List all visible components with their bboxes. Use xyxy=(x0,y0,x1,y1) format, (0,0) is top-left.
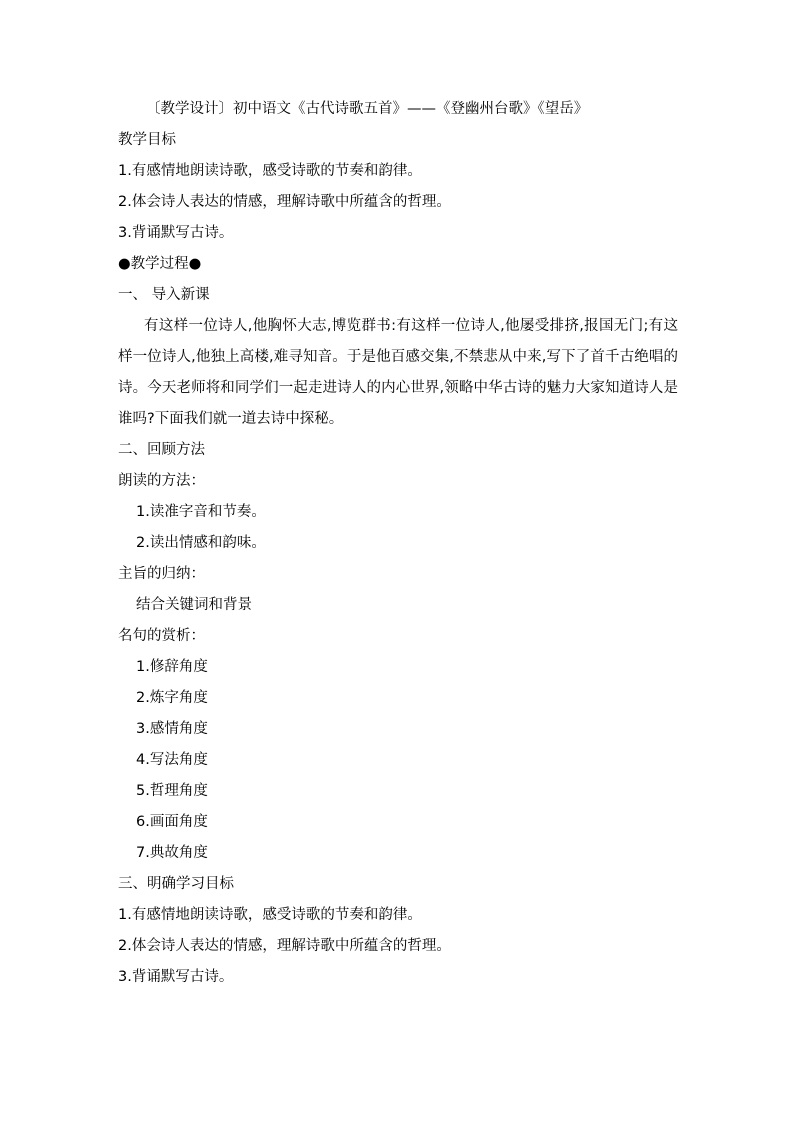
appreciation-item: 2.炼字角度 xyxy=(136,690,208,706)
reading-heading: 朗读的方法： xyxy=(118,473,205,489)
section1-heading: 一、 导入新课 xyxy=(118,287,210,303)
goals-heading: 教学目标 xyxy=(118,132,176,148)
reading-item: 1.读准字音和节奏。 xyxy=(136,504,266,520)
goal-item: 1.有感情地朗读诗歌，感受诗歌的节奏和韵律。 xyxy=(118,163,422,179)
section1-paragraph: 有这样一位诗人,他胸怀大志,博览群书:有这样一位诗人,他屡受排挤,报国无门;有这样一位诗人,他独上高楼,难寻知音。于是他百感交集,不禁悲从中来,写下了首千古绝唱的诗。今天老师将和同学们一起走进诗人的内心世界,领略中华古诗的魅力大家知道诗人是谁吗?下面我们就一道去诗中探秘。 xyxy=(118,318,678,427)
reading-item: 2.读出情感和韵味。 xyxy=(136,535,266,551)
section3-item: 2.体会诗人表达的情感，理解诗歌中所蕴含的哲理。 xyxy=(118,938,451,954)
goal-item: 3.背诵默写古诗。 xyxy=(118,225,234,241)
goal-item: 2.体会诗人表达的情感，理解诗歌中所蕴含的哲理。 xyxy=(118,194,451,210)
appreciation-item: 3.感情角度 xyxy=(136,721,208,737)
process-heading: ●教学过程● xyxy=(118,256,202,272)
theme-item: 结合关键词和背景 xyxy=(136,597,252,613)
section3-item: 1.有感情地朗读诗歌，感受诗歌的节奏和韵律。 xyxy=(118,907,422,923)
appreciation-item: 1.修辞角度 xyxy=(136,659,208,675)
theme-heading: 主旨的归纳： xyxy=(118,566,205,582)
section3-item: 3.背诵默写古诗。 xyxy=(118,969,234,985)
document-page xyxy=(118,94,678,993)
document-title: 〔教学设计〕初中语文《古代诗歌五首》——《登幽州台歌》《望岳》 xyxy=(146,101,589,117)
appreciation-item: 6.画面角度 xyxy=(136,814,208,830)
appreciation-item: 4.写法角度 xyxy=(136,752,208,768)
appreciation-heading: 名句的赏析： xyxy=(118,628,205,644)
appreciation-item: 5.哲理角度 xyxy=(136,783,208,799)
appreciation-item: 7.典故角度 xyxy=(136,845,208,861)
section3-heading: 三、明确学习目标 xyxy=(118,876,234,892)
section2-heading: 二、回顾方法 xyxy=(118,442,205,458)
